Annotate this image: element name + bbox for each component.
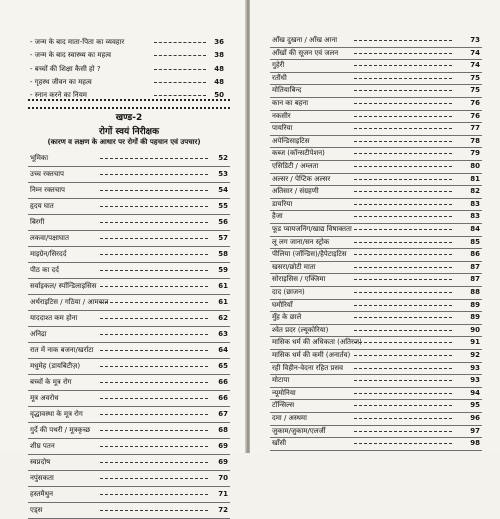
leader-dashes bbox=[354, 40, 452, 41]
contents-entry bbox=[28, 406, 230, 423]
entry-page-number: 74 bbox=[470, 61, 480, 70]
contents-entry bbox=[270, 311, 482, 325]
entry-title: श्वेत प्रदर (ल्यूकोरिया) bbox=[272, 325, 329, 334]
leader-dashes bbox=[100, 350, 208, 351]
contents-entry bbox=[270, 399, 482, 413]
entry-page-number: 84 bbox=[470, 225, 480, 233]
leader-dashes bbox=[354, 267, 452, 268]
entry-page-number: 95 bbox=[470, 401, 480, 410]
entry-title: मोटापा bbox=[272, 376, 290, 385]
contents-entry bbox=[270, 261, 482, 275]
entry-page-number: 74 bbox=[470, 48, 480, 57]
contents-entry bbox=[270, 437, 482, 451]
leader-dashes bbox=[100, 430, 208, 431]
entry-title: सोराइसिस / एक्जिमा bbox=[272, 275, 326, 284]
contents-entry bbox=[28, 358, 230, 375]
entry-title: आँख दुखना / आँख आना bbox=[272, 36, 338, 44]
section-separator bbox=[28, 99, 230, 101]
entry-page-number: 89 bbox=[470, 300, 480, 309]
entry-title: मूत्र अवरोध bbox=[30, 394, 59, 402]
leader-dashes bbox=[354, 65, 452, 66]
entry-title: न्यूमोनिया bbox=[272, 388, 296, 397]
section-subtitle: (कारण व लक्षण के आधार पर रोगों की पहचान एवं उपचार) bbox=[47, 138, 201, 146]
contents-entry bbox=[28, 198, 230, 215]
entry-title: नपुंसकता bbox=[30, 474, 54, 482]
entry-title: कान का बहना bbox=[272, 99, 309, 107]
leader-dashes bbox=[354, 90, 452, 91]
contents-entry bbox=[270, 223, 482, 237]
leader-dashes bbox=[100, 462, 208, 463]
entry-title: शीघ्र पतन bbox=[30, 442, 55, 450]
contents-entry bbox=[270, 160, 482, 174]
leader-dashes bbox=[354, 355, 452, 356]
entry-title: भूमिका bbox=[30, 154, 49, 162]
entry-title: हस्तमैथुन bbox=[30, 490, 53, 498]
entry-page-number: 72 bbox=[218, 506, 228, 514]
entry-title: पीलिया (जॉन्डिस)/हैपेटाइटिस bbox=[272, 250, 347, 259]
leader-dashes bbox=[100, 270, 208, 271]
contents-entry bbox=[270, 210, 482, 224]
entry-title: मासिक धर्म की अधिकता (अतिरज) bbox=[272, 338, 362, 347]
entry-title: जुकाम/जुकाम/एलर्जी bbox=[272, 426, 326, 435]
contents-entry bbox=[270, 362, 482, 376]
entry-title: लकवा/पक्षाघात bbox=[30, 234, 69, 242]
entry-page-number: 81 bbox=[470, 174, 480, 183]
entry-page-number: 85 bbox=[470, 237, 480, 246]
entry-page-number: 73 bbox=[470, 36, 480, 44]
entry-page-number: 53 bbox=[218, 170, 228, 178]
entry-page-number: 69 bbox=[218, 458, 228, 466]
contents-entry bbox=[28, 374, 230, 391]
contents-entry bbox=[28, 470, 230, 487]
entry-title: घमौरियाँ bbox=[272, 300, 293, 309]
entry-title: अतिसार / संग्रहणी bbox=[272, 187, 319, 196]
contents-entry bbox=[28, 454, 230, 471]
contents-entry bbox=[270, 84, 482, 98]
leader-dashes bbox=[354, 229, 452, 230]
entry-title: लू लग जाना/सन स्ट्रोक bbox=[272, 237, 330, 246]
contents-entry bbox=[28, 182, 230, 199]
leader-dashes bbox=[100, 174, 208, 175]
contents-entry bbox=[28, 342, 230, 359]
contents-entry bbox=[270, 122, 482, 136]
leader-dashes bbox=[100, 302, 208, 303]
entry-title: उच्च रक्तचाप bbox=[30, 170, 64, 178]
contents-entry bbox=[270, 374, 482, 388]
entry-page-number: 48 bbox=[214, 77, 224, 86]
contents-entry bbox=[270, 173, 482, 187]
entry-page-number: 65 bbox=[218, 362, 228, 370]
contents-entry bbox=[270, 286, 482, 300]
leader-dashes bbox=[100, 398, 208, 399]
entry-page-number: 68 bbox=[218, 426, 228, 434]
entry-title: टॉन्सिल्स bbox=[272, 401, 295, 410]
leader-dashes bbox=[100, 334, 208, 335]
contents-entry bbox=[28, 310, 230, 327]
entry-title: रही विहीन-वेदना रहित प्रसव bbox=[272, 363, 344, 372]
entry-page-number: 80 bbox=[470, 162, 480, 170]
entry-page-number: 88 bbox=[470, 288, 480, 296]
entry-page-number: 78 bbox=[470, 136, 480, 145]
leader-dashes bbox=[354, 380, 452, 381]
entry-page-number: 50 bbox=[214, 91, 224, 100]
entry-page-number: 91 bbox=[470, 338, 480, 347]
leader-dashes bbox=[354, 153, 452, 154]
entry-title: निम्न रक्तचाप bbox=[30, 186, 66, 194]
leader-dashes bbox=[354, 443, 452, 444]
entry-page-number: 92 bbox=[470, 351, 480, 359]
leader-dashes bbox=[100, 446, 208, 447]
entry-page-number: 76 bbox=[470, 99, 480, 107]
entry-page-number: 87 bbox=[470, 275, 480, 284]
contents-entry bbox=[30, 76, 224, 89]
entry-title: बच्चों के मूत्र रोग bbox=[30, 378, 72, 386]
contents-entry bbox=[270, 97, 482, 111]
entry-title: आँखों की सूजन एवं जलन bbox=[272, 48, 339, 57]
entry-page-number: 67 bbox=[218, 410, 228, 418]
contents-entry bbox=[270, 273, 482, 287]
leader-dashes bbox=[154, 69, 206, 70]
leader-dashes bbox=[354, 103, 452, 104]
entry-title: - बच्चों की शिक्षा कैसी हो ? bbox=[30, 64, 101, 73]
entry-title: खाँसी bbox=[272, 439, 287, 448]
contents-entry bbox=[28, 262, 230, 279]
leader-dashes bbox=[354, 418, 452, 419]
leader-dashes bbox=[354, 141, 452, 142]
contents-entry bbox=[28, 230, 230, 247]
contents-entry bbox=[270, 349, 482, 363]
entry-page-number: 61 bbox=[218, 282, 228, 290]
entry-title: वृद्धावस्था के मूत्र रोग bbox=[30, 410, 83, 418]
leader-dashes bbox=[154, 95, 206, 96]
leader-dashes bbox=[100, 382, 208, 383]
section-title: खण्ड-2 bbox=[115, 113, 143, 123]
entry-page-number: 38 bbox=[214, 51, 224, 60]
entry-title: सर्वाइकल/ स्पॉन्डिलाइसिस bbox=[30, 282, 97, 290]
entry-title: याददाश्त कम होना bbox=[30, 314, 78, 322]
entry-title: मुँह के छाले bbox=[272, 313, 302, 322]
entry-title: एड्स bbox=[30, 506, 43, 514]
contents-entry bbox=[28, 326, 230, 343]
entry-page-number: 55 bbox=[218, 202, 228, 210]
entry-title: पीठ का दर्द bbox=[30, 266, 59, 274]
entry-title: रात में नाक बजना/खर्राटा bbox=[30, 346, 94, 354]
entry-page-number: 75 bbox=[470, 73, 480, 82]
leader-dashes bbox=[354, 116, 452, 117]
entry-title: फूड प्वायजनिंग/खाद्य विषाक्तता bbox=[272, 225, 352, 233]
leader-dashes bbox=[100, 190, 208, 191]
contents-entry bbox=[28, 294, 230, 311]
entry-title: दमा / अस्थमा bbox=[272, 414, 307, 422]
leader-dashes bbox=[100, 494, 208, 495]
entry-title: अपेन्डिसाइटिस bbox=[272, 136, 310, 145]
leader-dashes bbox=[354, 305, 452, 306]
contents-entry bbox=[270, 34, 482, 48]
contents-entry bbox=[28, 246, 230, 263]
contents-entry bbox=[30, 49, 224, 62]
leader-dashes bbox=[154, 55, 206, 56]
leader-dashes bbox=[100, 366, 208, 367]
entry-page-number: 52 bbox=[218, 154, 228, 162]
contents-entry bbox=[270, 425, 482, 439]
entry-page-number: 59 bbox=[218, 266, 228, 274]
entry-page-number: 87 bbox=[470, 262, 480, 271]
entry-page-number: 83 bbox=[470, 199, 480, 208]
entry-title: मासिक धर्म की कमी (अनार्तव) bbox=[272, 351, 351, 359]
entry-title: - गृहस्थ जीवन का महत्व bbox=[30, 77, 92, 86]
leader-dashes bbox=[354, 393, 452, 394]
contents-entry bbox=[28, 150, 230, 167]
leader-dashes bbox=[100, 286, 208, 287]
leader-dashes bbox=[354, 78, 452, 79]
entry-page-number: 93 bbox=[470, 376, 480, 385]
contents-entry bbox=[28, 502, 230, 519]
leader-dashes bbox=[354, 216, 452, 217]
entry-page-number: 83 bbox=[470, 212, 480, 221]
entry-page-number: 71 bbox=[218, 490, 228, 498]
entry-page-number: 63 bbox=[218, 330, 228, 338]
entry-title: पायरिया bbox=[272, 124, 293, 133]
leader-dashes bbox=[354, 330, 452, 331]
entry-page-number: 96 bbox=[470, 414, 480, 422]
entry-title: नकसीर bbox=[272, 111, 291, 120]
leader-dashes bbox=[354, 292, 452, 293]
entry-page-number: 69 bbox=[218, 442, 228, 450]
leader-dashes bbox=[100, 254, 208, 255]
contents-entry bbox=[30, 63, 224, 76]
leader-dashes bbox=[354, 431, 452, 432]
contents-entry bbox=[28, 166, 230, 183]
entry-page-number: 75 bbox=[470, 86, 480, 95]
contents-entry bbox=[270, 185, 482, 199]
entry-page-number: 98 bbox=[470, 439, 480, 448]
leader-dashes bbox=[100, 238, 208, 239]
leader-dashes bbox=[354, 179, 452, 180]
leader-dashes bbox=[100, 158, 208, 159]
leader-dashes bbox=[354, 368, 452, 369]
contents-entry bbox=[270, 336, 482, 350]
section-heading: रोगों स्वयं निरीक्षक bbox=[98, 127, 160, 137]
entry-title: गुर्दे की पथरी / मूत्रकृच्छ bbox=[30, 426, 91, 434]
entry-title: दाद (छाजन) bbox=[272, 288, 305, 296]
entry-title: गुहेरी bbox=[272, 61, 285, 70]
entry-page-number: 54 bbox=[218, 186, 228, 194]
entry-page-number: 66 bbox=[218, 394, 228, 402]
entry-title: रतौंधी bbox=[272, 73, 287, 82]
entry-page-number: 94 bbox=[470, 388, 480, 397]
entry-title: अल्सर / पेप्टिक अल्सर bbox=[272, 174, 331, 183]
entry-page-number: 93 bbox=[470, 363, 480, 372]
entry-page-number: 62 bbox=[218, 314, 228, 322]
leader-dashes bbox=[100, 510, 208, 511]
entry-title: - स्नान करने का नियम bbox=[30, 91, 87, 100]
contents-entry bbox=[270, 248, 482, 262]
entry-title: डायरिया bbox=[272, 199, 293, 208]
leader-dashes bbox=[354, 317, 452, 318]
leader-dashes bbox=[100, 478, 208, 479]
entry-page-number: 57 bbox=[218, 234, 228, 242]
leader-dashes bbox=[154, 82, 206, 83]
entry-title: माइग्रेन/सिरदर्द bbox=[30, 250, 67, 258]
leader-dashes bbox=[100, 414, 208, 415]
entry-page-number: 64 bbox=[218, 346, 228, 354]
leader-dashes bbox=[354, 191, 452, 192]
left-page bbox=[0, 0, 246, 514]
entry-title: स्वप्नदोष bbox=[30, 458, 51, 466]
entry-title: - जन्म के बाद माता-पिता का व्यवहार bbox=[30, 38, 125, 46]
leader-dashes bbox=[354, 204, 452, 205]
contents-entry bbox=[270, 387, 482, 401]
contents-entry bbox=[270, 412, 482, 426]
contents-entry bbox=[270, 198, 482, 212]
contents-entry bbox=[270, 110, 482, 124]
section-separator bbox=[28, 107, 230, 109]
contents-entry bbox=[270, 147, 482, 161]
entry-page-number: 82 bbox=[470, 187, 480, 196]
entry-page-number: 76 bbox=[470, 111, 480, 120]
entry-page-number: 77 bbox=[470, 124, 480, 133]
entry-page-number: 36 bbox=[214, 38, 224, 46]
entry-page-number: 90 bbox=[470, 325, 480, 334]
contents-entry bbox=[270, 135, 482, 149]
entry-page-number: 66 bbox=[218, 378, 228, 386]
leader-dashes bbox=[100, 206, 208, 207]
contents-entry bbox=[270, 299, 482, 313]
contents-entry bbox=[28, 486, 230, 503]
leader-dashes bbox=[354, 242, 452, 243]
leader-dashes bbox=[100, 222, 208, 223]
leader-dashes bbox=[354, 166, 452, 167]
contents-entry bbox=[270, 236, 482, 250]
leader-dashes bbox=[354, 254, 452, 255]
contents-entry bbox=[270, 47, 482, 61]
contents-entry bbox=[28, 390, 230, 407]
entry-title: खसरा/छोटी माता bbox=[272, 262, 316, 271]
entry-title: अर्थराइटिस / गठिया / आमवात bbox=[30, 298, 109, 306]
contents-entry bbox=[270, 59, 482, 73]
leader-dashes bbox=[154, 42, 206, 43]
leader-dashes bbox=[354, 342, 452, 343]
entry-page-number: 58 bbox=[218, 250, 228, 258]
leader-dashes bbox=[354, 53, 452, 54]
entry-title: एसिडिटी / अम्लता bbox=[272, 162, 319, 170]
leader-dashes bbox=[354, 279, 452, 280]
entry-title: बिरगी bbox=[30, 218, 45, 226]
entry-page-number: 89 bbox=[470, 313, 480, 322]
leader-dashes bbox=[354, 128, 452, 129]
contents-entry bbox=[28, 422, 230, 439]
contents-entry bbox=[30, 36, 224, 49]
entry-page-number: 79 bbox=[470, 149, 480, 158]
entry-title: मोतियाबिन्द bbox=[272, 86, 302, 95]
entry-page-number: 70 bbox=[218, 474, 228, 482]
right-page bbox=[250, 0, 500, 453]
entry-title: हृदय घात bbox=[30, 202, 54, 210]
entry-title: - जन्म के बाद स्वास्थ्य का महत्व bbox=[30, 51, 111, 60]
leader-dashes bbox=[100, 318, 208, 319]
contents-entry bbox=[270, 324, 482, 338]
contents-entry bbox=[28, 278, 230, 295]
entry-page-number: 97 bbox=[470, 426, 480, 435]
contents-entry bbox=[270, 72, 482, 86]
entry-title: अनिद्रा bbox=[30, 330, 47, 338]
entry-page-number: 48 bbox=[214, 64, 224, 73]
contents-entry bbox=[28, 438, 230, 455]
entry-title: कब्ज (कॉन्सटीपेशन) bbox=[272, 149, 325, 158]
entry-page-number: 56 bbox=[218, 218, 228, 226]
entry-page-number: 86 bbox=[470, 250, 480, 259]
leader-dashes bbox=[354, 405, 452, 406]
entry-page-number: 61 bbox=[218, 298, 228, 306]
entry-title: मधुमेह (डायबिटीज़) bbox=[30, 362, 81, 370]
contents-entry bbox=[28, 214, 230, 231]
entry-title: हैजा bbox=[272, 212, 283, 221]
